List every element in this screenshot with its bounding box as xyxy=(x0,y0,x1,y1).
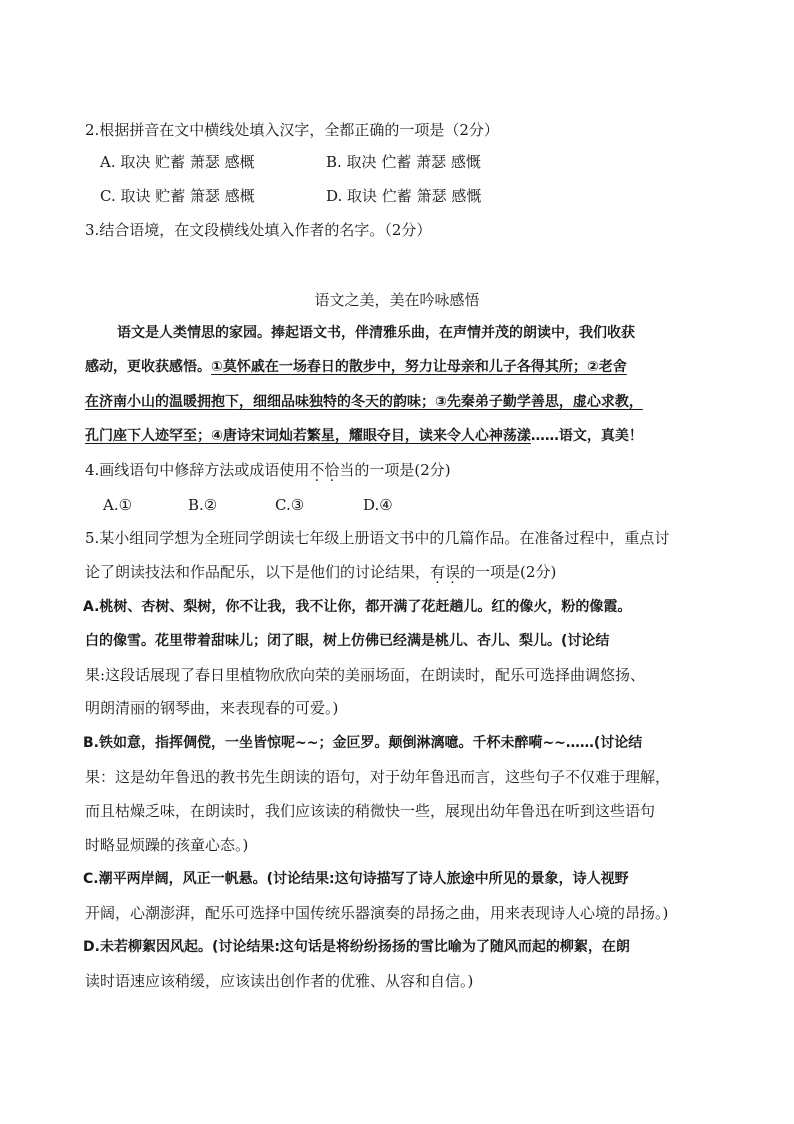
passage-title: 语文之美，美在吟咏感悟 xyxy=(314,291,480,309)
passage-line-4 xyxy=(85,426,643,446)
q4-emphasis-1: 不 xyxy=(309,461,325,479)
q3-stem: 3.结合语境，在文段横线处填入作者的名字。（2分） xyxy=(85,221,432,239)
q5-option-b-line-1: B.铁如意，指挥倜傥，一坐皆惊呢~~；金叵罗。颠倒淋漓噫。千杯未醉嗬~~……(讨论结 xyxy=(83,735,643,751)
q5-stem-2a: 论了朗读技法和作品配乐，以下是他们的讨论结果， xyxy=(85,563,431,581)
q5-stem-line-1: 5.某小组同学想为全班同学朗读七年级上册语文书中的几篇作品。在准备过程中，重点讨 xyxy=(85,529,670,547)
q4-option-b: B.② xyxy=(188,496,218,514)
passage-line-3: 在济南小山的温暖拥抱下，细细品味独特的冬天的韵味；③先秦弟子勤学善思，虚心求教， xyxy=(85,394,643,410)
q2-option-d: D. 取诀 伫蓄 箫瑟 感慨 xyxy=(326,187,482,205)
q4-stem xyxy=(85,460,451,480)
q5-stem-2c: 的一项是(2分) xyxy=(460,563,557,581)
q4-stem-c: 当的一项是(2分) xyxy=(339,461,451,479)
q2-option-a: A. 取决 贮蓄 萧瑟 感概 xyxy=(100,153,255,171)
q5-option-a-line-3: 果:这段话展现了春日里植物欣欣向荣的美丽场面，在朗读时，配乐可选择曲调悠扬、 xyxy=(85,666,646,684)
q4-option-c: C.③ xyxy=(275,496,305,514)
passage-line-4-underlined: 孔门座下人迹罕至；④唐诗宋词灿若繁星，耀眼夺目，读来令人心神荡漾 xyxy=(85,428,531,444)
q2-option-c: C. 取诀 贮蓄 箫瑟 感概 xyxy=(100,187,255,205)
passage-line-2-plain: 感动，更收获感悟。 xyxy=(85,359,211,375)
q4-stem-a: 4.画线语句中修辞方法或成语使用 xyxy=(85,461,310,479)
passage-line-4-plain: ……语文，真美！ xyxy=(530,428,643,444)
passage-line-2-underlined: ①莫怀戚在一场春日的散步中，努力让母亲和儿子各得其所；②老舍 xyxy=(211,359,627,375)
q5-option-a-line-2: 白的像雪。花里带着甜味儿；闭了眼，树上仿佛已经满是桃儿、杏儿、梨儿。(讨论结 xyxy=(85,633,610,649)
q5-emphasis-1: 有 xyxy=(430,563,446,581)
q5-option-b-line-2: 果：这是幼年鲁迅的教书先生朗读的语句，对于幼年鲁迅而言，这些句子不仅难于理解， xyxy=(85,768,671,786)
passage-line-2 xyxy=(85,357,627,377)
q2-stem: 2.根据拼音在文中横线处填入汉字，全都正确的一项是（2分） xyxy=(85,121,499,139)
q5-option-c-line-2: 开阔，心潮澎湃，配乐可选择中国传统乐器演奏的昂扬之曲，用来表现诗人心境的昂扬。) xyxy=(85,904,669,922)
passage-line-1: 语文是人类情思的家园。捧起语文书，伴清雅乐曲，在声情并茂的朗读中，我们收获 xyxy=(117,325,635,341)
q5-option-d-line-2: 读时语速应该稍缓，应该读出创作者的优雅、从容和自信。) xyxy=(85,972,474,990)
q5-stem-line-2 xyxy=(85,562,556,582)
q5-option-b-line-4: 时略显烦躁的孩童心态。) xyxy=(85,836,249,854)
q2-option-b: B. 取决 伫蓄 萧瑟 感慨 xyxy=(326,153,481,171)
q4-option-a: A.① xyxy=(103,496,133,514)
q5-option-c-line-1: C.潮平两岸阔，风正一帆悬。(讨论结果:这句诗描写了诗人旅途中所见的景象，诗人视野 xyxy=(83,871,629,887)
q5-option-a-line-1: A.桃树、杏树、梨树，你不让我，我不让你，都开满了花赶趟儿。红的像火，粉的像霞。 xyxy=(83,599,632,615)
q5-option-a-line-4: 明朗清丽的钢琴曲，来表现春的可爱。) xyxy=(85,699,339,717)
q4-option-d: D.④ xyxy=(363,496,393,514)
q4-emphasis-2: 恰 xyxy=(324,461,340,479)
q5-option-d-line-1: D.未若柳絮因风起。(讨论结果:这句话是将纷纷扬扬的雪比喻为了随风而起的柳絮，在朗 xyxy=(83,939,630,955)
q5-option-b-line-3: 而且枯燥乏味，在朗读时，我们应该读的稍微快一些，展现出幼年鲁迅在听到这些语句 xyxy=(85,802,656,820)
q5-emphasis-2: 误 xyxy=(445,563,461,581)
